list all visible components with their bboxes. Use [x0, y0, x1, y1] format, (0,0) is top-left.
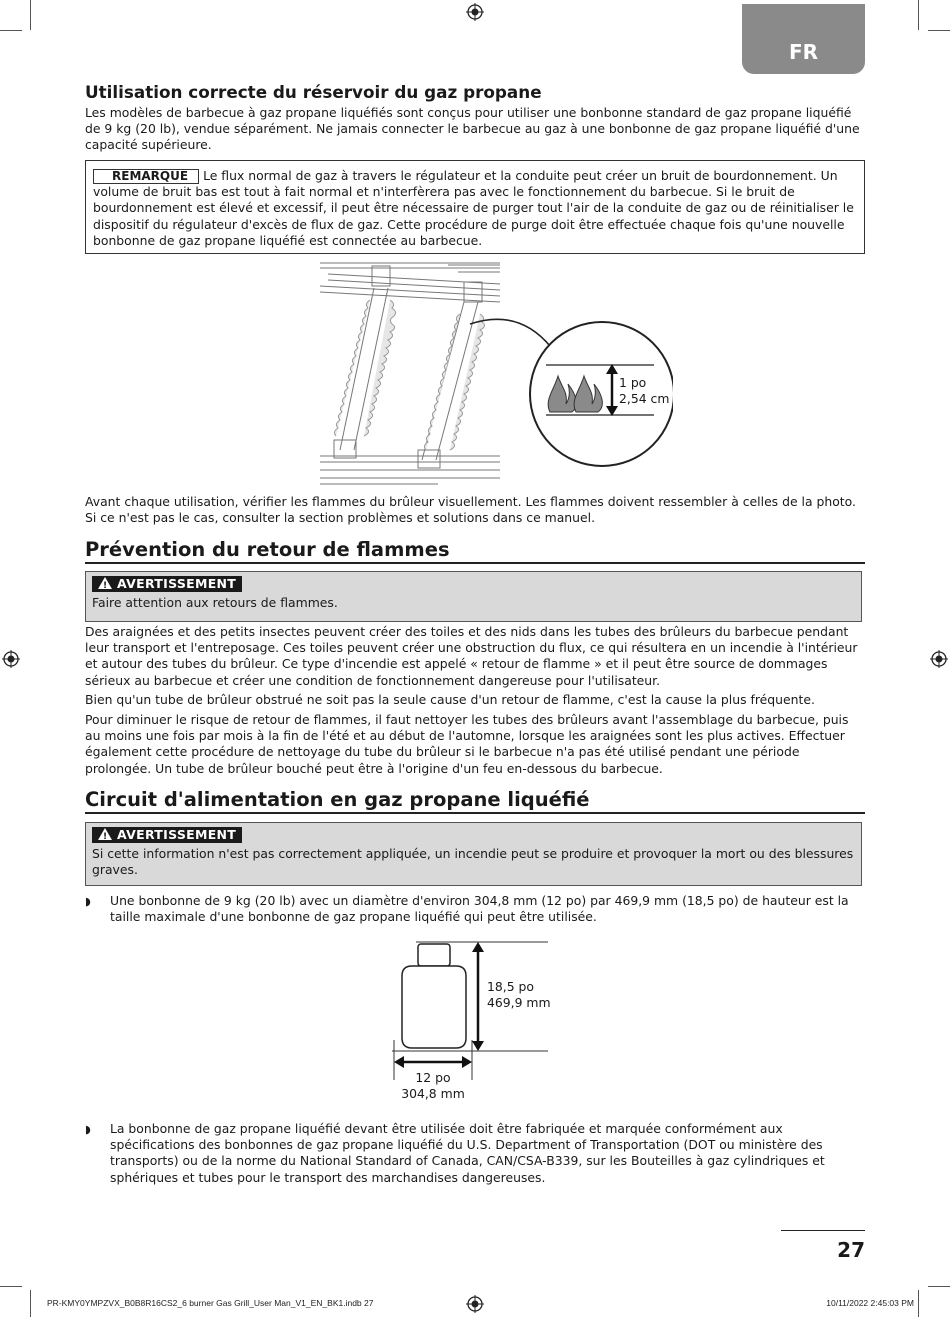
tank-width-inches: 12 po [415, 1070, 451, 1085]
tank-width-mm: 304,8 mm [401, 1086, 465, 1101]
page-number-rule [781, 1230, 865, 1231]
warning-box-gas-supply [85, 822, 862, 886]
tank-height-mm: 469,9 mm [487, 995, 551, 1010]
registration-mark-icon [466, 1295, 484, 1313]
bullet-icon: ◗ [85, 895, 91, 908]
crop-mark [0, 30, 22, 31]
language-tab: FR [742, 4, 865, 74]
tank-height-inches: 18,5 po [487, 979, 534, 994]
section-divider [85, 812, 865, 814]
flame-dimension-cm: 2,54 cm [619, 391, 670, 406]
flame-dimension-inches: 1 po [619, 375, 647, 390]
section-title-flashback: Prévention du retour de flammes [85, 538, 450, 561]
note-text: Le flux normal de gaz à travers le régulateur et la conduite peut créer un bruit de bourdonnement. Un volume de bruit bas est tout à fait normal et n'interfèrera pas avec le fonctionnement du barbecue. Si le bruit de bourdonnement est élevé et excessif, il peut être nécessaire de purger tout l'air de la conduite de gaz ou de réinitialiser le dispositif du régulateur d'excès de flux de gaz. Cette procédure de purge doit être effectuée chaque fois qu'une nouvelle bonbonne de gaz propane liquéfié est connectée au barbecue. [93, 168, 854, 248]
warning-text: Faire attention aux retours de flammes. [92, 595, 338, 611]
registration-mark-icon [930, 650, 948, 668]
page-number: 27 [837, 1238, 865, 1262]
warning-box-flashback [85, 571, 862, 622]
flashback-paragraph-1: Des araignées et des petits insectes peuvent créer des toiles et des nids dans les tubes des brûleurs du barbecue pendant leur transport et l'entreposage. Ces toiles peuvent créer une obstruction du flux, ce qui résultera en un incendie à l'intérieur et autour des tubes du brûleur. Ce type d'incendie est appelé « retour de flamme » et il peut être source de dommages sérieux au barbecue et créer une condition de fonctionnement dangereuse pour l'utilisateur. [85, 624, 858, 688]
crop-mark [30, 1290, 31, 1317]
warning-text: Si cette information n'est pas correctement appliquée, un incendie peut se produire et provoquer la mort ou des blessures graves. [92, 846, 854, 878]
warning-label: ! AVERTISSEMENT [92, 576, 242, 592]
flashback-paragraph-2: Bien qu'un tube de brûleur obstrué ne soit pas la seule cause d'un retour de flamme, c'est la cause la plus fréquente. [85, 692, 815, 707]
burner-flame-illustration [318, 260, 673, 488]
warning-triangle-icon: ! [98, 828, 112, 840]
propane-tank-paragraph: Les modèles de barbecue à gaz propane liquéfiés sont conçus pour utiliser une bonbonne standard de gaz propane liquéfié de 9 kg (20 lb), vendue séparément. Ne jamais connecter le barbecue au gaz à une bonbonne de gaz propane liquéfié d'une capacité supérieure. [85, 105, 860, 153]
flashback-paragraph-3: Pour diminuer le risque de retour de flammes, il faut nettoyer les tubes des brûleurs avant l'assemblage du barbecue, puis au moins une fois par mois à la fin de l'été et au début de l'automne, lorsque les araignées sont les plus actives. Effectuer également cette procédure de nettoyage du tube du brûleur si le barbecue n'a pas été utilisé pendant une période prolongée. Un tube de brûleur bouché peut être à l'origine d'un feu en-dessous du barbecue. [85, 712, 849, 776]
note-label: REMARQUE [93, 169, 199, 184]
registration-mark-icon [466, 3, 484, 21]
bullet-icon: ◗ [85, 1123, 91, 1136]
registration-mark-icon [2, 650, 20, 668]
tank-certification-bullet: La bonbonne de gaz propane liquéfié devant être utilisée doit être fabriquée et marquée conformément aux spécifications des bonbonnes de gaz propane liquéfié du U.S. Department of Transportation (DOT ou ministère des transports) ou de la norme du National Standard of Canada, CAN/CSA-B339, sur les Bouteilles à gaz cylindriques et sphériques et tubes pour le transport des marchandises dangereuses. [110, 1121, 825, 1185]
crop-mark [928, 30, 950, 31]
footer-file-name: PR-KMY0YMPZVX_B0B8R16CS2_6 burner Gas Grill_User Man_V1_EN_BK1.indb 27 [47, 1298, 374, 1308]
crop-mark [928, 1286, 950, 1287]
warning-label: ! AVERTISSEMENT [92, 827, 242, 843]
footer-timestamp: 10/11/2022 2:45:03 PM [826, 1298, 914, 1308]
flame-check-paragraph: Avant chaque utilisation, vérifier les flammes du brûleur visuellement. Les flammes doivent ressembler à celles de la photo. Si ce n'est pas le cas, consulter la section problèmes et solutions dans ce manuel. [85, 494, 856, 526]
section-divider [85, 562, 865, 564]
crop-mark [918, 1290, 919, 1317]
note-box [85, 160, 865, 254]
tank-size-bullet: Une bonbonne de 9 kg (20 lb) avec un diamètre d'environ 304,8 mm (12 po) par 469,9 mm (18,5 po) de hauteur est la taille maximale d'une bonbonne de gaz propane liquéfié qui peut être utilisée. [110, 893, 849, 925]
crop-mark [918, 0, 919, 30]
crop-mark [0, 1286, 22, 1287]
section-title-lp-gas-supply: Circuit d'alimentation en gaz propane liquéfié [85, 788, 590, 811]
warning-triangle-icon: ! [98, 577, 112, 589]
section-title-propane-tank: Utilisation correcte du réservoir du gaz propane [85, 82, 542, 102]
crop-mark [30, 0, 31, 30]
